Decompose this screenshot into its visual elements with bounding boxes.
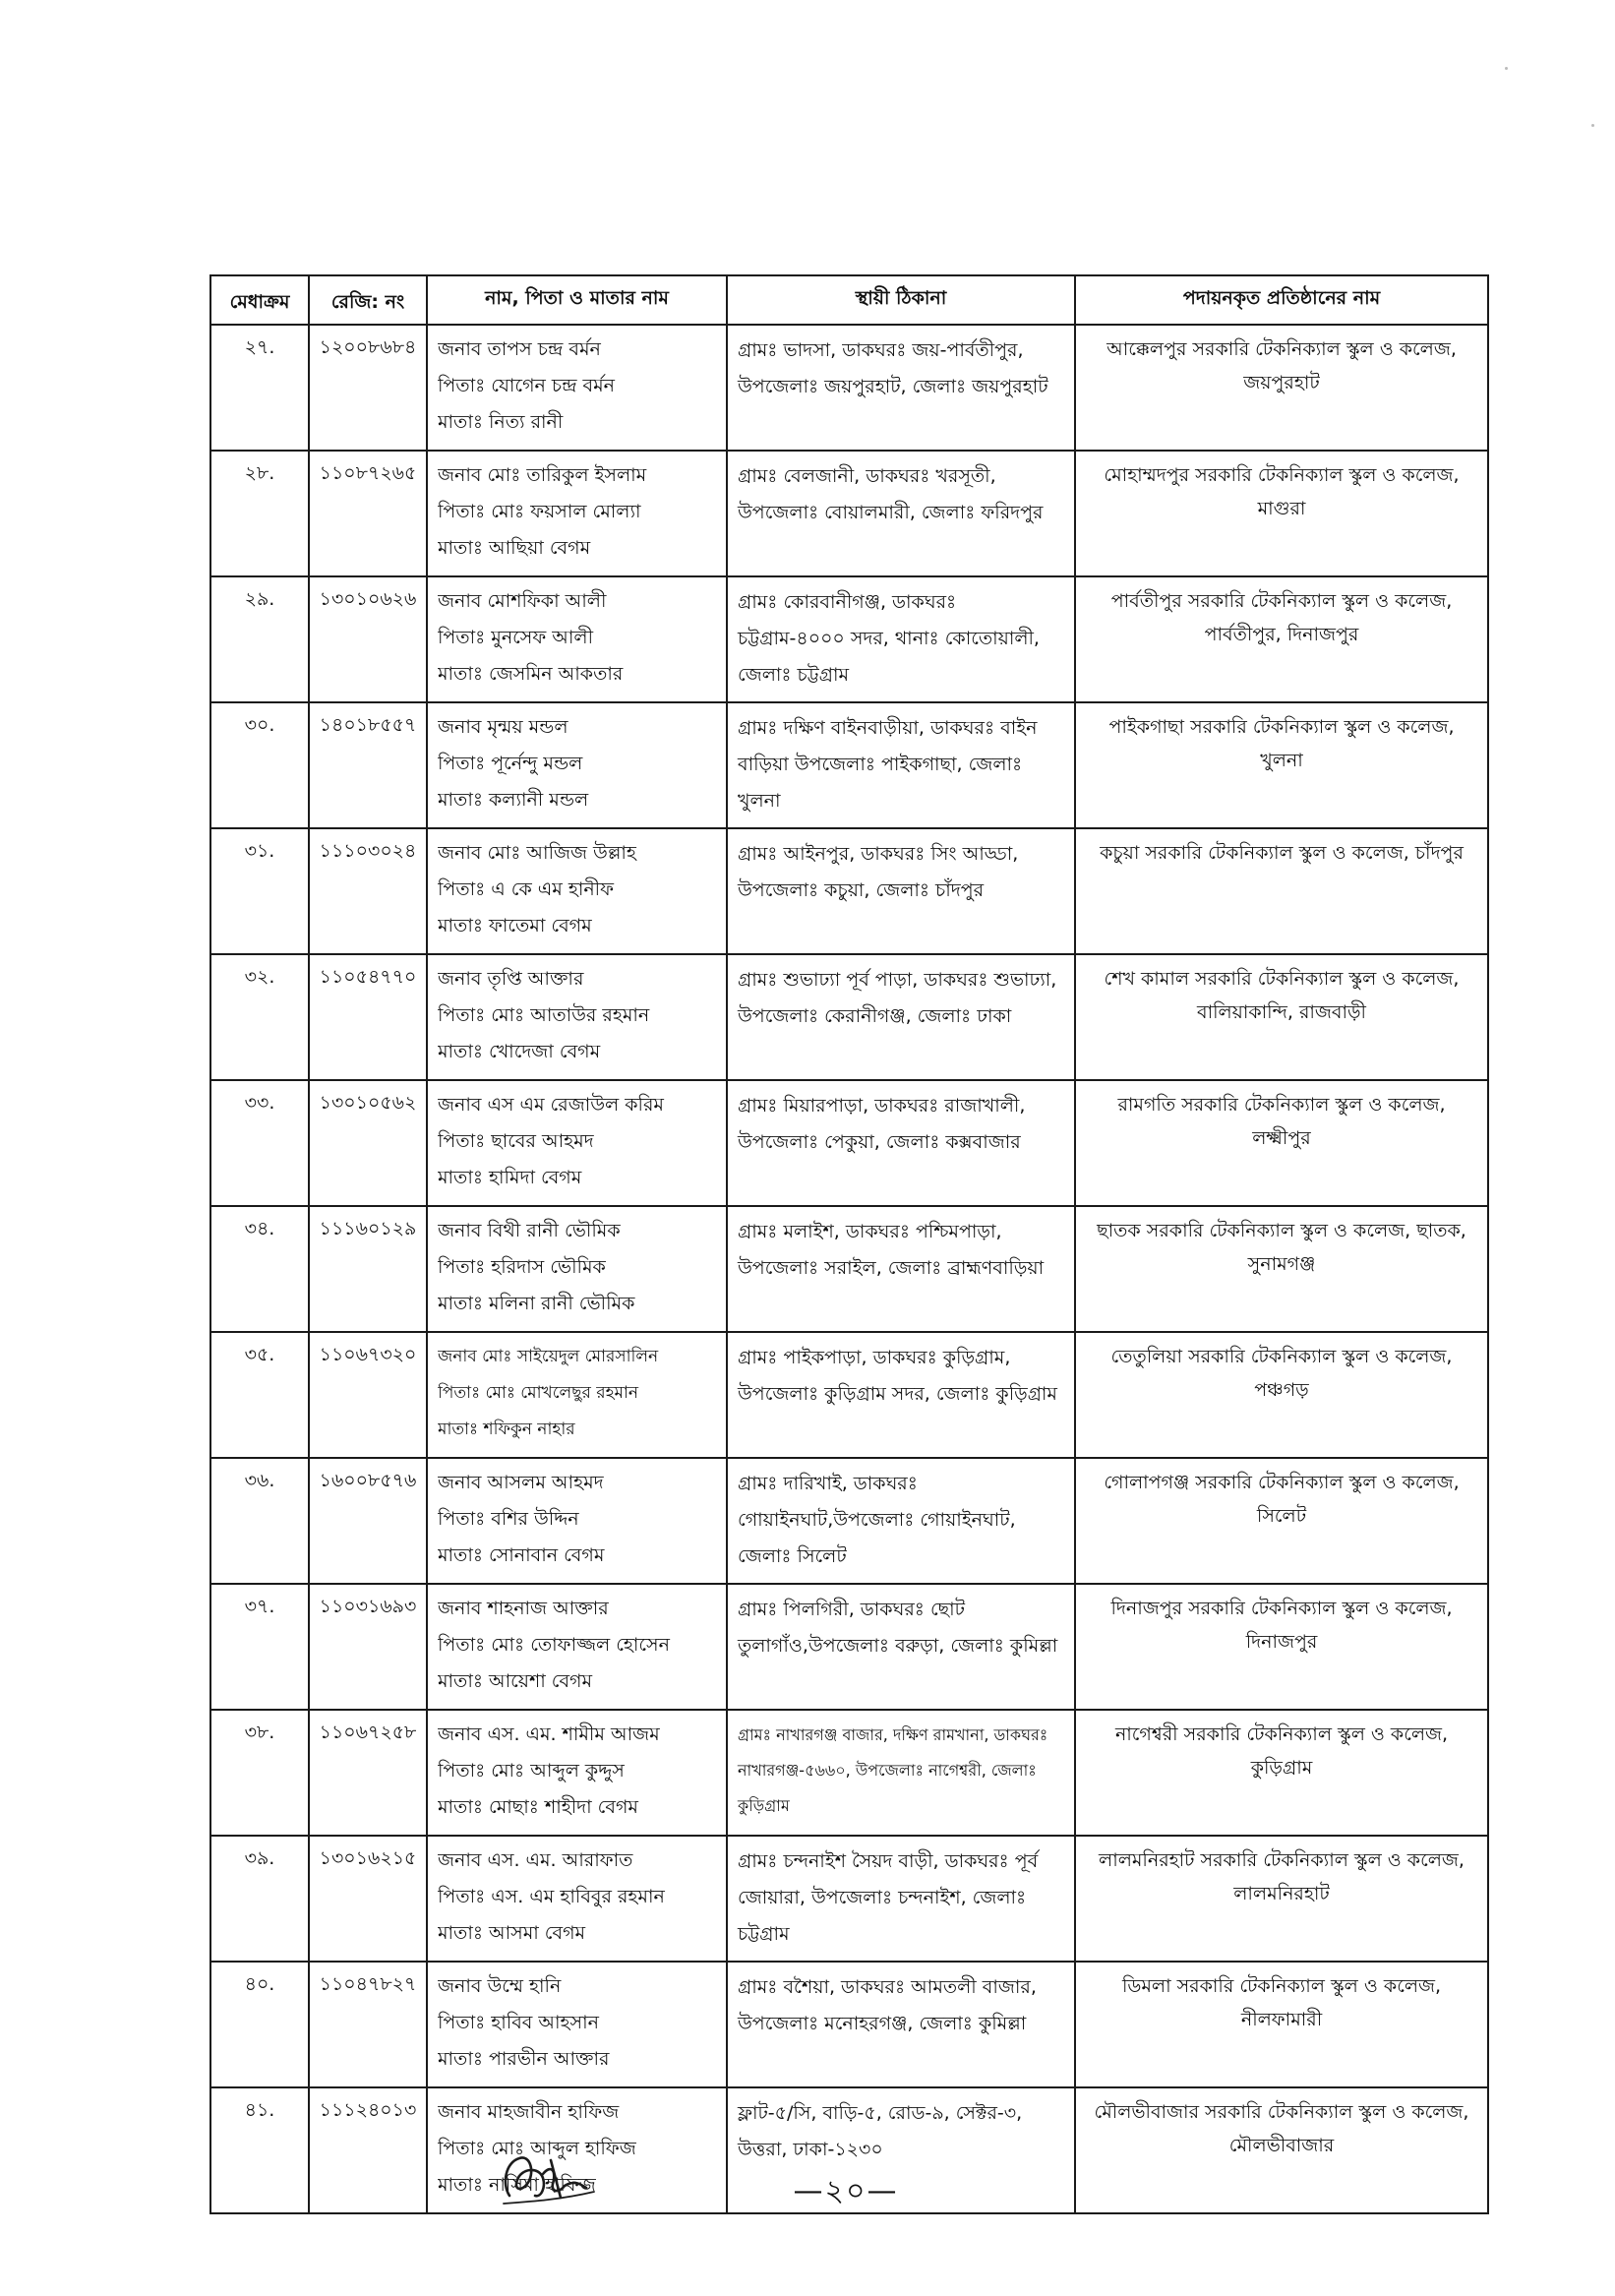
father-name: পিতাঃ বশির উদ্দিন	[438, 1508, 579, 1530]
registration-number-cell: ১১০৪৭৮২৭	[309, 1962, 427, 2087]
mother-name: মাতাঃ পারভীন আক্তার	[438, 2048, 610, 2070]
father-name: পিতাঃ মোঃ আব্দুল হাফিজ	[438, 2138, 636, 2159]
name-cell	[427, 325, 727, 451]
mother-name: মাতাঃ নাসিমা হাফিজ	[438, 2174, 596, 2196]
merit-table	[209, 274, 1489, 2214]
permanent-address: গ্রামঃ নাখারগঞ্জ বাজার, দক্ষিণ রামখানা, ডাকঘরঃ নাখারগঞ্জ-৫৬৬০, উপজেলাঃ নাগেশ্বরী, জেলাঃ কুড়িগ্রাম	[738, 1725, 1048, 1815]
header-permanent-address: স্থায়ী ঠিকানা	[727, 275, 1075, 325]
mother-name: মাতাঃ আয়েশা বেগম	[438, 1670, 593, 1692]
father-name: পিতাঃ এস. এম হাবিবুর রহমান	[438, 1886, 665, 1907]
registration-number-cell: ১১১৬০১২৯	[309, 1206, 427, 1332]
merit-serial-cell: ৩১.	[210, 828, 309, 954]
address-cell	[727, 1206, 1075, 1332]
permanent-address: গ্রামঃ আইনপুর, ডাকঘরঃ সিং আড্ডা, উপজেলাঃ কচুয়া, জেলাঃ চাঁদপুর	[738, 843, 1019, 901]
mother-name: মাতাঃ হামিদা বেগম	[438, 1167, 582, 1188]
posted-institute: মৌলভীবাজার সরকারি টেকনিক্যাল স্কুল ও কলেজ, মৌলভীবাজার	[1094, 2101, 1469, 2156]
header-name-parents: নাম, পিতা ও মাতার নাম	[427, 275, 727, 325]
institute-cell	[1075, 576, 1488, 702]
table-row	[210, 1458, 1488, 1584]
mother-name: মাতাঃ কল্যানী মন্ডল	[438, 789, 589, 811]
address-cell	[727, 1332, 1075, 1458]
registration-number-cell: ১৩০১৬২১৫	[309, 1836, 427, 1962]
merit-serial-cell: ৩৭.	[210, 1584, 309, 1710]
table-row	[210, 1584, 1488, 1710]
registration-number-cell: ১১০৮৭২৬৫	[309, 451, 427, 576]
posted-institute: নাগেশ্বরী সরকারি টেকনিক্যাল স্কুল ও কলেজ, কুড়িগ্রাম	[1114, 1723, 1449, 1779]
merit-serial-cell: ৩৪.	[210, 1206, 309, 1332]
registration-number-cell: ১১০৬৭৩২০	[309, 1332, 427, 1458]
permanent-address: গ্রামঃ শুভাঢ্যা পূর্ব পাড়া, ডাকঘরঃ শুভাঢ্যা, উপজেলাঃ কেরানীগঞ্জ, জেলাঃ ঢাকা	[738, 969, 1057, 1027]
table-row	[210, 1332, 1488, 1458]
name-cell	[427, 1584, 727, 1710]
address-cell	[727, 702, 1075, 828]
candidate-name: জনাব মোঃ সাইয়েদুল মোরসালিন	[438, 1347, 659, 1366]
address-cell	[727, 1458, 1075, 1584]
signature-mark	[492, 2145, 600, 2213]
address-cell	[727, 954, 1075, 1080]
registration-number-cell: ১৬০০৮৫৭৬	[309, 1458, 427, 1584]
address-cell	[727, 1962, 1075, 2087]
institute-cell	[1075, 1710, 1488, 1836]
name-cell	[427, 1458, 727, 1584]
address-cell	[727, 451, 1075, 576]
address-cell	[727, 1710, 1075, 1836]
posted-institute: তেতুলিয়া সরকারি টেকনিক্যাল স্কুল ও কলেজ, পঞ্চগড়	[1110, 1346, 1453, 1401]
mother-name: মাতাঃ নিত্য রানী	[438, 411, 564, 433]
candidate-name: জনাব উম্মে হানি	[438, 1975, 562, 1997]
permanent-address: গ্রামঃ পিলগিরী, ডাকঘরঃ ছোট তুলাগাঁও,উপজেলাঃ বরুড়া, জেলাঃ কুমিল্লা	[738, 1599, 1058, 1657]
address-cell	[727, 828, 1075, 954]
page-number: —২০—	[793, 2174, 899, 2208]
permanent-address: ফ্লাট-৫/সি, বাড়ি-৫, রোড-৯, সেক্টর-৩, উত্তরা, ঢাকা-১২৩০	[738, 2102, 1023, 2160]
father-name: পিতাঃ পূর্নেন্দু মন্ডল	[438, 753, 583, 774]
merit-serial-cell: ৪০.	[210, 1962, 309, 2087]
candidate-name: জনাব এস. এম. শামীম আজম	[438, 1723, 660, 1745]
mother-name: মাতাঃ আছিয়া বেগম	[438, 537, 591, 559]
mother-name: মাতাঃ খোদেজা বেগম	[438, 1041, 601, 1062]
merit-serial-cell: ৩০.	[210, 702, 309, 828]
institute-cell	[1075, 1584, 1488, 1710]
name-cell	[427, 451, 727, 576]
posted-institute: রামগতি সরকারি টেকনিক্যাল স্কুল ও কলেজ, লক্ষ্মীপুর	[1117, 1094, 1446, 1149]
permanent-address: গ্রামঃ চন্দনাইশ সৈয়দ বাড়ী, ডাকঘরঃ পূর্ব জোয়ারা, উপজেলাঃ চন্দনাইশ, জেলাঃ চট্টগ্রাম	[738, 1850, 1039, 1945]
table-row	[210, 1080, 1488, 1206]
candidate-name: জনাব মোশফিকা আলী	[438, 590, 607, 612]
institute-cell	[1075, 828, 1488, 954]
father-name: পিতাঃ এ কে এম হানীফ	[438, 878, 614, 900]
mother-name: মাতাঃ ফাতেমা বেগম	[438, 915, 592, 937]
father-name: পিতাঃ মোঃ ফয়সাল মোল্যা	[438, 501, 641, 522]
address-cell	[727, 1080, 1075, 1206]
father-name: পিতাঃ মোঃ আব্দুল কুদ্দুস	[438, 1760, 625, 1782]
institute-cell	[1075, 1836, 1488, 1962]
table-row	[210, 828, 1488, 954]
permanent-address: গ্রামঃ মিয়ারপাড়া, ডাকঘরঃ রাজাখালী, উপজেলাঃ পেকুয়া, জেলাঃ কক্সবাজার	[738, 1095, 1026, 1153]
address-cell	[727, 1584, 1075, 1710]
merit-serial-cell: ৩৬.	[210, 1458, 309, 1584]
merit-serial-cell: ৩২.	[210, 954, 309, 1080]
header-posted-institute: পদায়নকৃত প্রতিষ্ঠানের নাম	[1075, 275, 1488, 325]
posted-institute: গোলাপগঞ্জ সরকারি টেকনিক্যাল স্কুল ও কলেজ, সিলেট	[1104, 1472, 1460, 1527]
institute-cell	[1075, 1458, 1488, 1584]
institute-cell	[1075, 1206, 1488, 1332]
table-header-row	[210, 275, 1488, 325]
father-name: পিতাঃ মোঃ মোখলেছুর রহমান	[438, 1383, 639, 1403]
mother-name: মাতাঃ আসমা বেগম	[438, 1922, 586, 1944]
name-cell	[427, 702, 727, 828]
permanent-address: গ্রামঃ ভাদসা, ডাকঘরঃ জয়-পার্বতীপুর, উপজেলাঃ জয়পুরহাট, জেলাঃ জয়পুরহাট	[738, 339, 1048, 397]
registration-number-cell: ১১০৫৪৭৭০	[309, 954, 427, 1080]
name-cell	[427, 1332, 727, 1458]
registration-number-cell: ১৩০১০৫৬২	[309, 1080, 427, 1206]
mother-name: মাতাঃ মোছাঃ শাহীদা বেগম	[438, 1796, 638, 1818]
registration-number-cell: ১১১০৩০২৪	[309, 828, 427, 954]
permanent-address: গ্রামঃ দারিখাই, ডাকঘরঃ গোয়াইনঘাট,উপজেলাঃ গোয়াইনঘাট, জেলাঃ সিলেট	[738, 1473, 1016, 1567]
header-merit-serial: মেধাক্রম	[210, 275, 309, 325]
address-cell	[727, 576, 1075, 702]
posted-institute: দিনাজপুর সরকারি টেকনিক্যাল স্কুল ও কলেজ, দিনাজপুর	[1110, 1598, 1453, 1653]
name-cell	[427, 576, 727, 702]
candidate-name: জনাব এস. এম. আরাফাত	[438, 1849, 633, 1871]
registration-number-cell: ১১১২৪০১৩	[309, 2087, 427, 2213]
name-cell	[427, 954, 727, 1080]
father-name: পিতাঃ ছাবের আহমদ	[438, 1130, 594, 1152]
institute-cell	[1075, 2087, 1488, 2213]
posted-institute: পার্বতীপুর সরকারি টেকনিক্যাল স্কুল ও কলেজ, পার্বতীপুর, দিনাজপুর	[1110, 590, 1453, 645]
name-cell	[427, 828, 727, 954]
merit-serial-cell: ২৯.	[210, 576, 309, 702]
posted-institute: পাইকগাছা সরকারি টেকনিক্যাল স্কুল ও কলেজ, খুলনা	[1108, 716, 1455, 771]
merit-serial-cell: ৩৩.	[210, 1080, 309, 1206]
candidate-name: জনাব শাহনাজ আক্তার	[438, 1598, 609, 1619]
mother-name: মাতাঃ সোনাবান বেগম	[438, 1544, 605, 1566]
permanent-address: গ্রামঃ মলাইশ, ডাকঘরঃ পশ্চিমপাড়া, উপজেলাঃ সরাইল, জেলাঃ ব্রাহ্মণবাড়িয়া	[738, 1221, 1045, 1279]
registration-number-cell: ১২০০৮৬৮৪	[309, 325, 427, 451]
table-body	[210, 325, 1488, 2213]
name-cell	[427, 1962, 727, 2087]
father-name: পিতাঃ যোগেন চন্দ্র বর্মন	[438, 375, 616, 396]
permanent-address: গ্রামঃ কোরবানীগঞ্জ, ডাকঘরঃ চট্টগ্রাম-৪০০০ সদর, থানাঃ কোতোয়ালী, জেলাঃ চট্টগ্রাম	[738, 591, 1040, 686]
permanent-address: গ্রামঃ পাইকপাড়া, ডাকঘরঃ কুড়িগ্রাম, উপজেলাঃ কুড়িগ্রাম সদর, জেলাঃ কুড়িগ্রাম	[738, 1347, 1057, 1405]
merit-serial-cell: ৪১.	[210, 2087, 309, 2213]
table-row	[210, 1962, 1488, 2087]
father-name: পিতাঃ মোঃ তোফাজ্জল হোসেন	[438, 1634, 670, 1656]
header-registration-no: রেজি: নং	[309, 275, 427, 325]
scan-speck	[1505, 67, 1508, 70]
candidate-name: জনাব মোঃ আজিজ উল্লাহ	[438, 842, 636, 864]
name-cell	[427, 1080, 727, 1206]
candidate-name: জনাব মোঃ তারিকুল ইসলাম	[438, 464, 647, 486]
institute-cell	[1075, 325, 1488, 451]
institute-cell	[1075, 954, 1488, 1080]
institute-cell	[1075, 1962, 1488, 2087]
table-row	[210, 1836, 1488, 1962]
table-row	[210, 1710, 1488, 1836]
table-row	[210, 954, 1488, 1080]
scan-speck	[1591, 124, 1594, 127]
table-row	[210, 451, 1488, 576]
permanent-address: গ্রামঃ দক্ষিণ বাইনবাড়ীয়া, ডাকঘরঃ বাইন বাড়িয়া উপজেলাঃ পাইকগাছা, জেলাঃ খুলনা	[738, 717, 1038, 812]
merit-serial-cell: ৩৮.	[210, 1710, 309, 1836]
institute-cell	[1075, 702, 1488, 828]
father-name: পিতাঃ হাবিব আহসান	[438, 2012, 599, 2033]
registration-number-cell: ১১০৬৭২৫৮	[309, 1710, 427, 1836]
merit-serial-cell: ২৭.	[210, 325, 309, 451]
mother-name: মাতাঃ জেসমিন আকতার	[438, 663, 624, 685]
permanent-address: গ্রামঃ বেলজানী, ডাকঘরঃ খরসূতী, উপজেলাঃ বোয়ালমারী, জেলাঃ ফরিদপুর	[738, 465, 1044, 523]
permanent-address: গ্রামঃ বশৈয়া, ডাকঘরঃ আমতলী বাজার, উপজেলাঃ মনোহরগঞ্জ, জেলাঃ কুমিল্লা	[738, 1976, 1037, 2034]
posted-institute: ডিমলা সরকারি টেকনিক্যাল স্কুল ও কলেজ, নীলফামারী	[1121, 1975, 1442, 2030]
mother-name: মাতাঃ মলিনা রানী ভৌমিক	[438, 1293, 635, 1314]
table-row	[210, 325, 1488, 451]
institute-cell	[1075, 1332, 1488, 1458]
institute-cell	[1075, 1080, 1488, 1206]
candidate-name: জনাব মৃন্ময় মন্ডল	[438, 716, 568, 738]
father-name: পিতাঃ হরিদাস ভৌমিক	[438, 1256, 606, 1278]
name-cell	[427, 1206, 727, 1332]
name-cell	[427, 1710, 727, 1836]
candidate-name: জনাব তৃপ্তি আক্তার	[438, 968, 584, 990]
candidate-name: জনাব এস এম রেজাউল করিম	[438, 1094, 664, 1116]
candidate-name: জনাব তাপস চন্দ্র বর্মন	[438, 338, 601, 360]
candidate-name: জনাব আসলম আহমদ	[438, 1472, 604, 1493]
merit-serial-cell: ৩৫.	[210, 1332, 309, 1458]
table-row	[210, 576, 1488, 702]
registration-number-cell: ১১০৩১৬৯৩	[309, 1584, 427, 1710]
table-row	[210, 702, 1488, 828]
posted-institute: শেখ কামাল সরকারি টেকনিক্যাল স্কুল ও কলেজ, বালিয়াকান্দি, রাজবাড়ী	[1104, 968, 1460, 1023]
registration-number-cell: ১৪০১৮৫৫৭	[309, 702, 427, 828]
posted-institute: মোহাম্মদপুর সরকারি টেকনিক্যাল স্কুল ও কলেজ, মাগুরা	[1104, 464, 1460, 519]
posted-institute: লালমনিরহাট সরকারি টেকনিক্যাল স্কুল ও কলেজ, লালমনিরহাট	[1099, 1849, 1465, 1904]
father-name: পিতাঃ মোঃ আতাউর রহমান	[438, 1004, 650, 1026]
father-name: পিতাঃ মুনসেফ আলী	[438, 627, 594, 648]
registration-number-cell: ১৩০১০৬২৬	[309, 576, 427, 702]
posted-institute: কচুয়া সরকারি টেকনিক্যাল স্কুল ও কলেজ, চাঁদপুর	[1100, 842, 1464, 864]
address-cell	[727, 1836, 1075, 1962]
merit-serial-cell: ২৮.	[210, 451, 309, 576]
name-cell	[427, 1836, 727, 1962]
merit-serial-cell: ৩৯.	[210, 1836, 309, 1962]
posted-institute: আক্কেলপুর সরকারি টেকনিক্যাল স্কুল ও কলেজ, জয়পুরহাট	[1107, 338, 1457, 393]
address-cell	[727, 325, 1075, 451]
posted-institute: ছাতক সরকারি টেকনিক্যাল স্কুল ও কলেজ, ছাতক, সুনামগঞ্জ	[1097, 1220, 1466, 1275]
table-row	[210, 1206, 1488, 1332]
candidate-name: জনাব বিথী রানী ভৌমিক	[438, 1220, 621, 1241]
institute-cell	[1075, 451, 1488, 576]
mother-name: মাতাঃ শফিকুন নাহার	[438, 1420, 575, 1439]
candidate-name: জনাব মাহজাবীন হাফিজ	[438, 2101, 620, 2123]
